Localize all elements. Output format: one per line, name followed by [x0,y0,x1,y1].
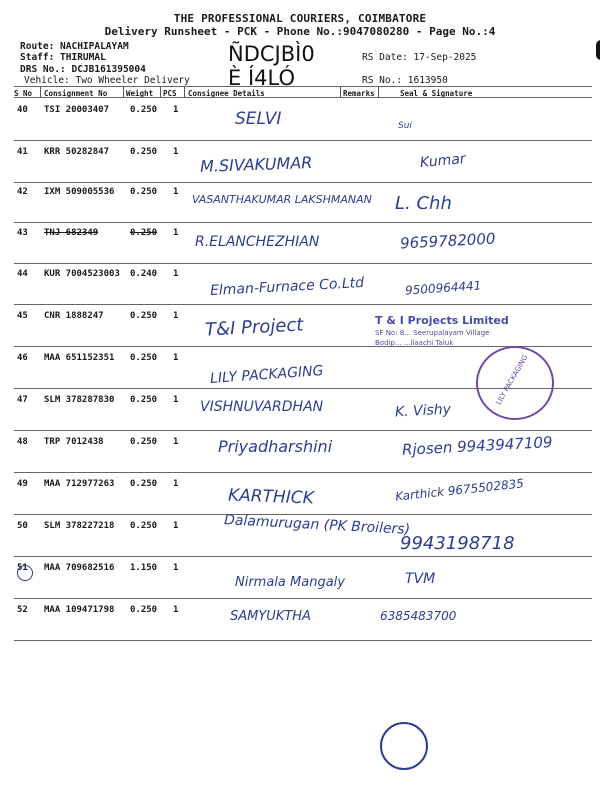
row-weight: 0.250 [130,395,158,405]
column-header-consignment: Consignment No [44,89,108,98]
consignee-handwritten-name: VASANTHAKUMAR LAKSHMANAN [192,193,372,206]
row-serial-number: 47 [17,395,28,405]
punch-hole-mark [596,40,600,60]
row-weight: 0.250 [130,479,158,489]
table-row [0,557,600,599]
table-row [0,431,600,473]
table-header-border [14,97,592,98]
rs-date-label: RS Date: 17-Sep-2025 [362,52,477,63]
consignee-handwritten-name: T&I Project [204,314,304,341]
handwritten-signature: Sui [398,121,412,131]
row-weight: 0.250 [130,605,158,615]
handwritten-signature: 9659782000 [399,229,496,253]
row-pieces: 1 [173,311,179,321]
rs-number-label: RS No.: 1613950 [362,75,448,86]
row-consignment-number: SLM 378227218 [44,521,115,531]
row-weight: 0.250 [130,353,158,363]
row-consignment-number: CNR 1888247 [44,311,104,321]
handwritten-signature: Kumar [419,151,467,171]
staff-label: Staff: THIRUMAL [20,52,106,63]
row-consignment-number: MAA 109471798 [44,605,115,615]
row-weight: 0.250 [130,147,158,157]
row-pieces: 1 [173,563,179,573]
row-consignment-number: TRP 7012438 [44,437,104,447]
table-row [0,181,600,223]
column-header-weight: Weight [126,89,154,98]
barcode-text [228,42,315,90]
column-divider [40,87,41,97]
row-consignment-number: MAA 651152351 [44,353,115,363]
column-divider [340,87,341,97]
row-pieces: 1 [173,269,179,279]
row-weight: 0.250 [130,105,158,115]
consignee-handwritten-name: SELVI [235,109,282,129]
column-divider [160,87,161,97]
stamp-address-line-2: Bodip... ...llaachi Taluk [375,339,454,347]
row-mark-circle [17,565,33,581]
row-pieces: 1 [173,353,179,363]
document-title: THE PROFESSIONAL COURIERS, COIMBATORE [173,12,427,25]
row-serial-number: 46 [17,353,28,363]
row-weight: 0.250 [130,228,158,238]
table-row [0,222,600,264]
column-header-remarks: Remarks [343,89,375,98]
row-pieces: 1 [173,605,179,615]
row-consignment-number: MAA 709682516 [44,563,115,573]
table-row [0,473,600,515]
row-serial-number: 43 [17,228,28,238]
row-consignment-number: KRR 50282847 [44,147,110,157]
row-serial-number: 44 [17,269,28,279]
pen-mark-circle [380,722,428,770]
row-divider [14,640,592,641]
table-row [0,99,600,141]
row-weight: 1.150 [130,563,158,573]
handwritten-signature: 9943198718 [400,533,515,554]
row-weight: 0.250 [130,521,158,531]
consignee-handwritten-name: Priyadharshini [218,437,333,456]
consignee-handwritten-name: KARTHICK [227,485,315,509]
row-pieces: 1 [173,228,179,238]
row-serial-number: 51 [17,563,28,573]
row-weight: 0.250 [130,311,158,321]
row-serial-number: 45 [17,311,28,321]
row-consignment-number: MAA 712977263 [44,479,115,489]
handwritten-signature: K. Vishy [394,401,452,421]
document-subtitle: Delivery Runsheet - PCK - Phone No.:9047080280 - Page No.:4 [104,25,496,38]
row-pieces: 1 [173,147,179,157]
row-consignment-number: KUR 7004523003 [44,269,120,279]
handwritten-signature: TVM [405,571,436,587]
row-consignment-number: TNJ 682349 [44,228,99,238]
row-weight: 0.250 [130,187,158,197]
handwritten-signature: Karthick 9675502835 [394,476,525,504]
stamp-company-name: T & I Projects Limited [375,314,509,327]
row-serial-number: 40 [17,105,28,115]
barcode-line-1: ÑDCJBÌ0 [228,42,315,66]
barcode-line-2: È Í4LÓ [228,66,295,90]
handwritten-signature: 9500964441 [404,278,482,298]
consignee-handwritten-name: LILY PACKAGING [209,363,324,387]
consignee-handwritten-name: Nirmala Mangaly [235,575,345,590]
row-pieces: 1 [173,479,179,489]
row-weight: 0.250 [130,437,158,447]
row-weight: 0.240 [130,269,158,279]
row-serial-number: 41 [17,147,28,157]
consignee-handwritten-name: SAMYUKTHA [230,609,311,624]
table-row [0,599,600,641]
round-stamp-text: LILY PACKAGING [494,353,530,407]
row-pieces: 1 [173,187,179,197]
table-row [0,512,600,557]
consignee-handwritten-name: Elman-Furnace Co.Ltd [209,274,365,300]
row-pieces: 1 [173,105,179,115]
column-divider [123,87,124,97]
row-consignment-number: IXM 509005536 [44,187,115,197]
row-pieces: 1 [173,521,179,531]
row-serial-number: 48 [17,437,28,447]
table-row [0,141,600,183]
table-row [0,263,600,305]
row-serial-number: 42 [17,187,28,197]
handwritten-signature: L. Chh [395,193,452,214]
row-pieces: 1 [173,437,179,447]
drs-number-label: DRS No.: DCJB161395004 [20,64,146,75]
vehicle-label: Vehicle: Two Wheeler Delivery [24,75,190,86]
handwritten-signature: 6385483700 [380,609,457,623]
round-stamp [476,346,554,420]
route-label: Route: NACHIPALAYAM [20,41,129,52]
row-serial-number: 49 [17,479,28,489]
column-header-consignee: Consignee Details [188,89,265,98]
column-header-sno: S No [14,89,33,98]
row-serial-number: 52 [17,605,28,615]
row-consignment-number: SLM 378287830 [44,395,115,405]
row-consignment-number: TSI 20003407 [44,105,110,115]
stamp-address-line-1: SF No: 8... Seerupalayam Village [375,329,490,337]
column-divider [378,87,379,97]
column-header-seal: Seal & Signature [400,89,473,98]
row-serial-number: 50 [17,521,28,531]
row-pieces: 1 [173,395,179,405]
consignee-handwritten-name: R.ELANCHEZHIAN [195,234,320,250]
handwritten-signature: Rjosen 9943947109 [401,433,553,459]
consignee-handwritten-name: Dalamurugan (PK Broilers) [223,512,411,538]
column-divider [184,87,185,97]
column-header-pcs: PCS [163,89,177,98]
table-top-border [14,86,592,87]
consignee-handwritten-name: M.SIVAKUMAR [199,153,313,176]
consignee-handwritten-name: VISHNUVARDHAN [200,399,324,415]
